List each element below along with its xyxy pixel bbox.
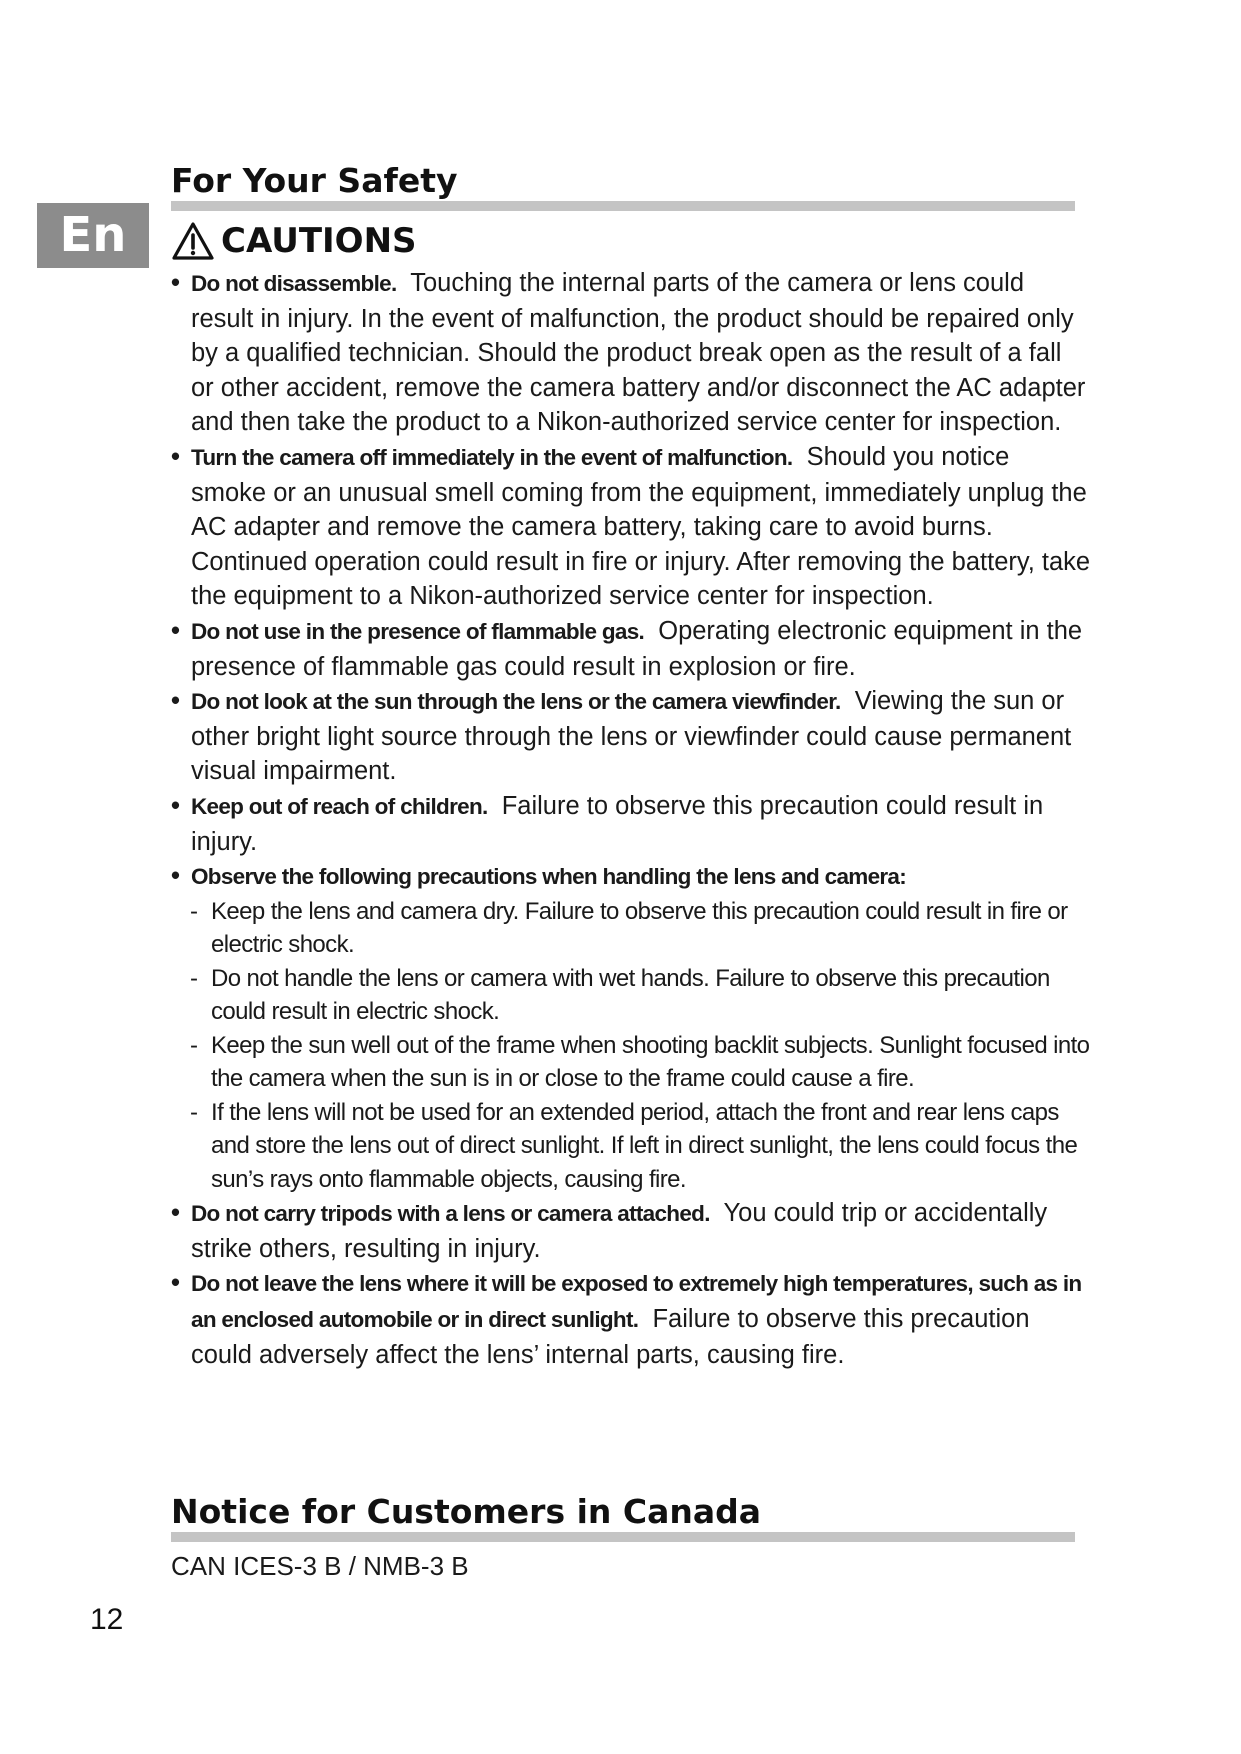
caution-text: Viewing the sun or other bright light source through the lens or viewfinder could cause permanent visual impairment. bbox=[191, 687, 1072, 786]
handling-precaution: - Do not handle the lens or camera with wet hands. Failure to observe this precaution could result in electric shock. bbox=[190, 964, 1050, 1026]
caution-lead: Do not leave the lens where it will be exposed to extremely high temperatures, such as in an enclosed automobile or in direct sunlight. bbox=[191, 1271, 1082, 1332]
precaution-text: Do not handle the lens or camera with wet hands. Failure to observe this precaution could result in electric shock. bbox=[211, 964, 1050, 1026]
heading-rule bbox=[171, 201, 1075, 211]
caution-text: Touching the internal parts of the camera or lens could result in injury. In the event of malfunction, the product should be repaired only by a qualified technician. Should the product break open as the result of a fall or other accident, remove the camera battery and/or disconnect the AC adapter and then take the product to a Nikon-authorized service center for inspection. bbox=[191, 269, 1086, 437]
precaution-text: Keep the sun well out of the frame when shooting backlit subjects. Sunlight focused into the camera when the sun is in or close to the frame could cause a fire. bbox=[211, 1031, 1090, 1093]
page-number: 12 bbox=[90, 1603, 124, 1636]
caution-text: Failure to observe this precaution could result in injury. bbox=[191, 791, 1044, 856]
handling-precaution: - Keep the sun well out of the frame when shooting backlit subjects. Sunlight focused into the camera when the sun is in or close to the frame could cause a fire. bbox=[190, 1031, 1090, 1093]
caution-item bbox=[171, 684, 1091, 789]
caution-text: You could trip or accidentally strike others, resulting in injury. bbox=[191, 1199, 1048, 1263]
caution-lead: Observe the following precautions when handling the lens and camera: bbox=[191, 864, 907, 890]
canada-notice-text: CAN ICES-3 B / NMB-3 B bbox=[171, 1551, 469, 1581]
caution-item bbox=[171, 789, 1091, 859]
caution-lead: Do not look at the sun through the lens or the camera viewfinder. bbox=[191, 689, 841, 715]
caution-text: Failure to observe this precaution could adversely affect the lens’ internal parts, causing fire. bbox=[191, 1304, 1030, 1369]
caution-lead: Do not disassemble. bbox=[191, 271, 397, 296]
caution-lead: Keep out of reach of children. bbox=[191, 793, 488, 819]
caution-item bbox=[171, 614, 1091, 684]
canada-section-header bbox=[171, 1492, 1075, 1542]
caution-item bbox=[171, 440, 1091, 614]
caution-item bbox=[171, 266, 1091, 440]
language-tab: En bbox=[37, 203, 149, 268]
handling-precaution: - Keep the lens and camera dry. Failure to observe this precaution could result in fire or electric shock. bbox=[190, 897, 1068, 959]
handling-precaution: - If the lens will not be used for an extended period, attach the front and rear lens caps and store the lens out of direct sunlight. If left in direct sunlight, the lens could focus the sun’s rays onto flammable objects, causing fire. bbox=[190, 1098, 1078, 1193]
warning-icon bbox=[171, 221, 215, 261]
cautions-label: CAUTIONS bbox=[221, 221, 417, 261]
caution-text: Should you notice smoke or an unusual smell coming from the equipment, immediately unplug the AC adapter and remove the camera battery, taking care to avoid burns. Continued operation could result in fire or injury. After removing the battery, take the equipment to a Nikon-authorized service center for inspection. bbox=[191, 442, 1091, 611]
caution-text: Operating electronic equipment in the presence of flammable gas could result in explosion or fire. bbox=[191, 616, 1083, 681]
caution-item bbox=[171, 1196, 1091, 1266]
cautions-title bbox=[171, 218, 417, 264]
precaution-text: If the lens will not be used for an extended period, attach the front and rear lens caps and store the lens out of direct sunlight. If left in direct sunlight, the lens could focus the sun’s rays onto flammable objects, causing fire. bbox=[211, 1098, 1078, 1193]
caution-item bbox=[171, 1266, 1091, 1372]
caution-lead: Do not use in the presence of flammable gas. bbox=[191, 618, 645, 644]
precaution-text: Keep the lens and camera dry. Failure to observe this precaution could result in fire or electric shock. bbox=[211, 897, 1068, 959]
cautions-list bbox=[171, 266, 1091, 1372]
caution-item bbox=[171, 859, 1091, 895]
caution-lead: Turn the camera off immediately in the event of malfunction. bbox=[191, 444, 793, 470]
safety-heading: For Your Safety bbox=[171, 161, 458, 200]
safety-section-header bbox=[171, 161, 1075, 211]
caution-lead: Do not carry tripods with a lens or camera attached. bbox=[191, 1201, 710, 1227]
canada-heading: Notice for Customers in Canada bbox=[171, 1492, 762, 1531]
heading-rule bbox=[171, 1532, 1075, 1542]
